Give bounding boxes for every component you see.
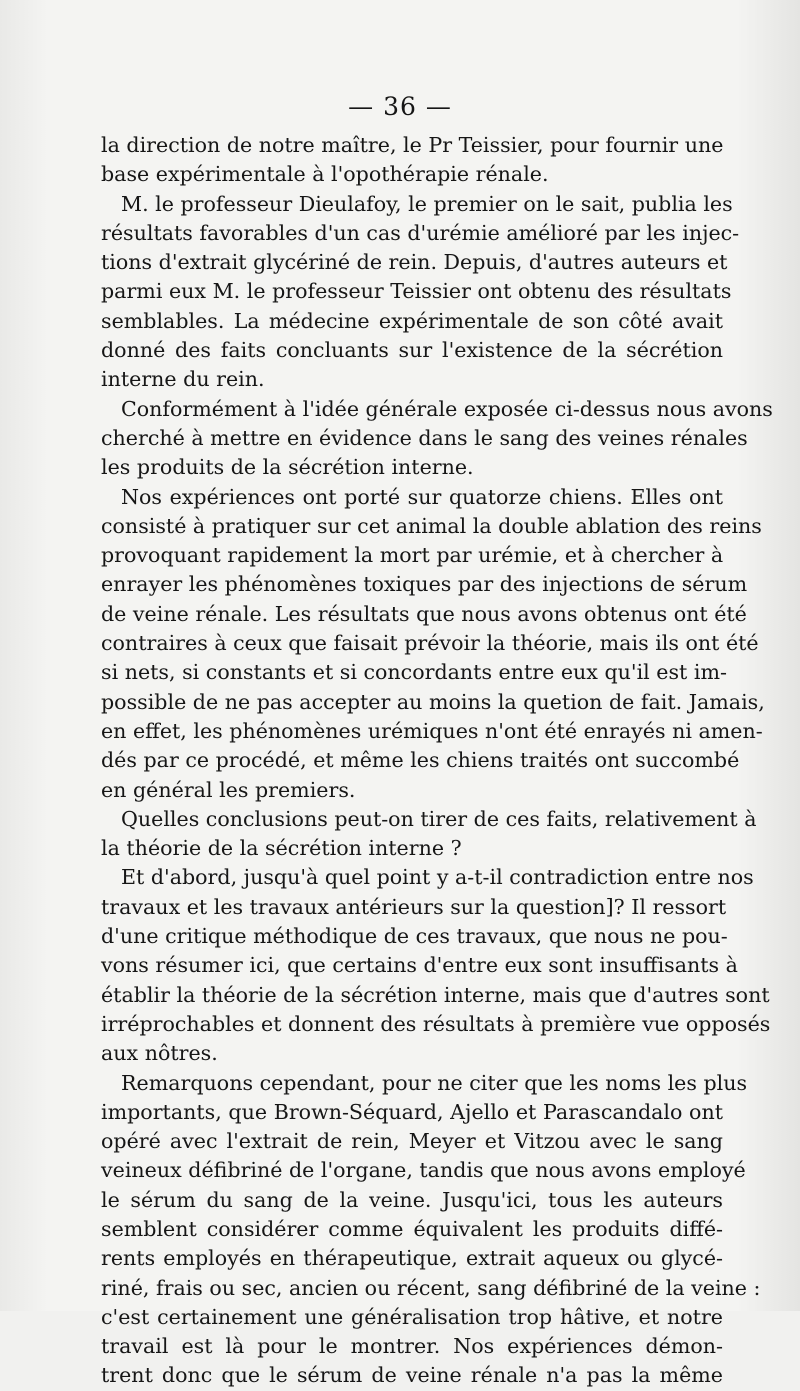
text-line: c'est certainement une généralisation trop hâtive, et notre — [101, 1304, 723, 1329]
text-line: irréprochables et donnent des résultats à première vue opposés — [101, 1011, 771, 1036]
text-line: semblables. La médecine expérimentale de son côté avait — [101, 308, 723, 333]
text-line: cherché à mettre en évidence dans le sang des veines rénales — [101, 425, 748, 450]
text-line: aux nôtres. — [101, 1041, 218, 1066]
text-line: Et d'abord, jusqu'à quel point y a-t-il contradiction entre nos — [121, 865, 754, 890]
text-line: établir la théorie de la sécrétion interne, mais que d'autres sont — [101, 982, 770, 1007]
text-line: contraires à ceux que faisait prévoir la théorie, mais ils ont été — [101, 631, 759, 656]
text-line: importants, que Brown-Séquard, Ajello et Parascandalo ont — [101, 1099, 723, 1124]
text-line: en général les premiers. — [101, 777, 356, 802]
text-line: travail est là pour le montrer. Nos expériences démon- — [101, 1334, 723, 1359]
text-line: Conformément à l'idée générale exposée ci-dessus nous avons — [121, 396, 773, 421]
text-line: Remarquons cependant, pour ne citer que les noms les plus — [121, 1070, 748, 1095]
text-line: base expérimentale à l'opothérapie rénale. — [101, 162, 549, 187]
text-line: les produits de la sécrétion interne. — [101, 455, 474, 480]
text-line: veineux défibriné de l'organe, tandis que nous avons employé — [101, 1158, 746, 1183]
text-line: trent donc que le sérum de veine rénale n'a pas la même — [101, 1363, 723, 1388]
text-line: enrayer les phénomènes toxiques par des injections de sérum — [101, 572, 748, 597]
text-line: dés par ce procédé, et même les chiens traités ont succombé — [101, 748, 740, 773]
text-line: la direction de notre maître, le Pr Teissier, pour fournir une — [101, 133, 724, 157]
text-line: consisté à pratiquer sur cet animal la double ablation des reins — [101, 513, 762, 538]
text-line: le sérum du sang de la veine. Jusqu'ici, tous les auteurs — [101, 1187, 723, 1212]
text-line: travaux et les travaux antérieurs sur la question]? Il ressort — [101, 894, 727, 919]
text-line: M. le professeur Dieulafoy, le premier on le sait, publia les — [121, 191, 733, 216]
body-text — [101, 131, 773, 1391]
text-line: riné, frais ou sec, ancien ou récent, sang défibriné de la veine : — [101, 1275, 761, 1300]
text-line: Nos expériences ont porté sur quatorze chiens. Elles ont — [121, 484, 723, 509]
text-line: tions d'extrait glycériné de rein. Depuis, d'autres auteurs et — [101, 250, 728, 275]
text-line: vons résumer ici, que certains d'entre eux sont insuffisants à — [101, 953, 738, 978]
text-line: la théorie de la sécrétion interne ? — [101, 836, 462, 861]
text-line: Quelles conclusions peut-on tirer de ces faits, relativement à — [121, 806, 757, 831]
page-number: — 36 — — [348, 92, 452, 121]
text-line: d'une critique méthodique de ces travaux, que nous ne pou- — [101, 924, 728, 949]
text-line: si nets, si constants et si concordants entre eux qu'il est im- — [101, 660, 727, 685]
text-line: résultats favorables d'un cas d'urémie amélioré par les injec- — [101, 220, 740, 245]
text-line: semblent considérer comme équivalent les produits diffé- — [101, 1216, 723, 1241]
text-line: possible de ne pas accepter au moins la quetion de fait. Jamais, — [101, 689, 765, 714]
text-line: provoquant rapidement la mort par urémie, et à chercher à — [101, 543, 724, 568]
text-line: opéré avec l'extrait de rein, Meyer et Vitzou avec le sang — [101, 1129, 723, 1154]
text-line: donné des faits concluants sur l'existence de la sécrétion — [101, 338, 723, 363]
text-line: de veine rénale. Les résultats que nous avons obtenus ont été — [101, 601, 747, 626]
text-line: interne du rein. — [101, 367, 265, 392]
text-line: en effet, les phénomènes urémiques n'ont été enrayés ni amen- — [101, 718, 763, 743]
text-line: rents employés en thérapeutique, extrait aqueux ou glycé- — [101, 1246, 723, 1271]
text-line: parmi eux M. le professeur Teissier ont obtenu des résultats — [101, 279, 732, 304]
